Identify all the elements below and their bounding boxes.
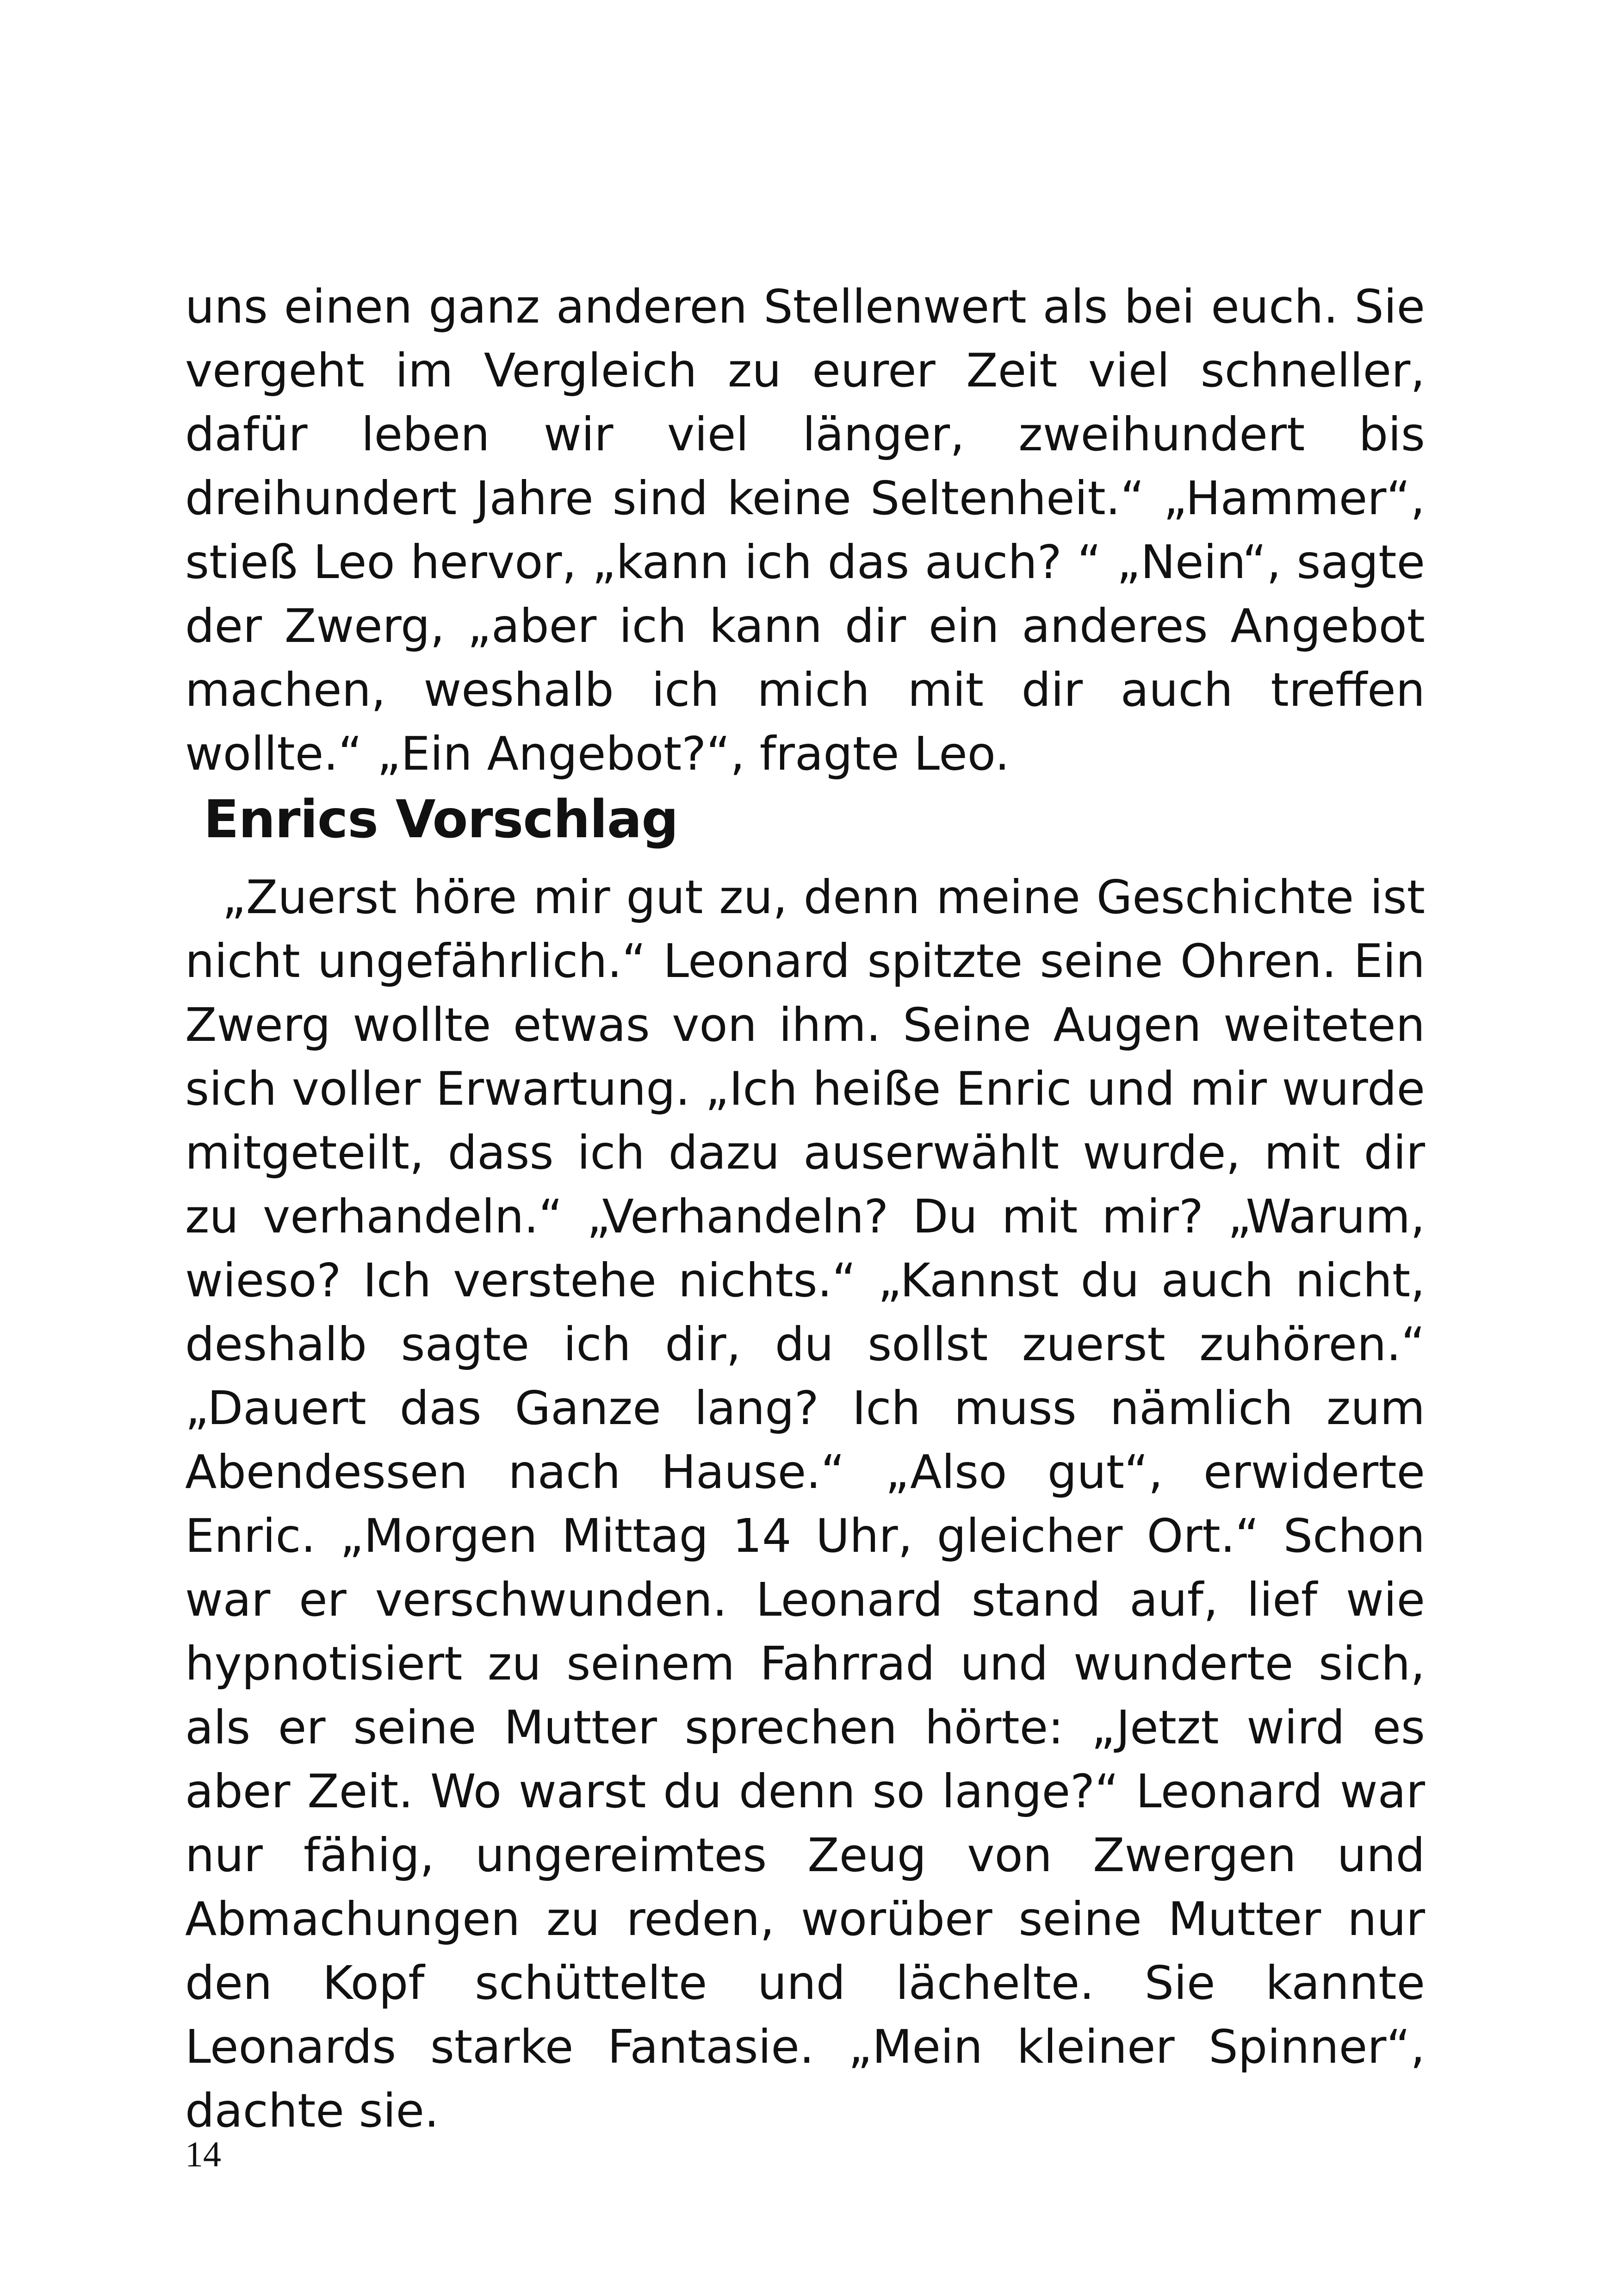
body-paragraph: „Zuerst höre mir gut zu, denn meine Geschichte ist nicht ungefährlich.“ Leonard spitzte seine Ohren. Ein Zwerg wollte etwas von ihm. Seine Augen weiteten sich voller Erwartung. „Ich heiße Enric und mir wurde mitgeteilt, dass ich dazu auserwählt wurde, mit dir zu verhandeln.“ „Verhandeln? Du mit mir? „Warum, wieso? Ich verstehe nichts.“ „Kannst du auch nicht, deshalb sagte ich dir, du sollst zuerst zuhören.“ „Dauert das Ganze lang? Ich muss nämlich zum Abendessen nach Hause.“ „Also gut“, erwiderte Enric. „Morgen Mittag 14 Uhr, gleicher Ort.“ Schon war er verschwunden. Leonard stand auf, lief wie hypnotisiert zu seinem Fahrrad und wunderte sich, als er seine Mutter sprechen hörte: „Jetzt wird es aber Zeit. Wo warst du denn so lange?“ Leonard war nur fähig, ungereimtes Zeug von Zwergen und Abmachungen zu reden, worüber seine Mutter nur den Kopf schüttelte und lächelte. Sie kannte Leonards starke Fantasie. „Mein kleiner Spinner“, dachte sie. [185,870,1425,2138]
chapter-heading: Enrics Vorschlag [204,790,678,850]
page-number: 14 [185,2134,221,2174]
body-paragraph-continued: uns einen ganz anderen Stellenwert als bei euch. Sie vergeht im Vergleich zu eurer Zeit viel schneller, dafür leben wir viel länger, zweihundert bis dreihundert Jahre sind keine Seltenheit.“ „Hammer“, stieß Leo hervor, „kann ich das auch? “ „Nein“, sagte der Zwerg, „aber ich kann dir ein anderes Angebot machen, weshalb ich mich mit dir auch treffen wollte.“ „Ein Angebot?“, fragte Leo. [185,280,1425,781]
